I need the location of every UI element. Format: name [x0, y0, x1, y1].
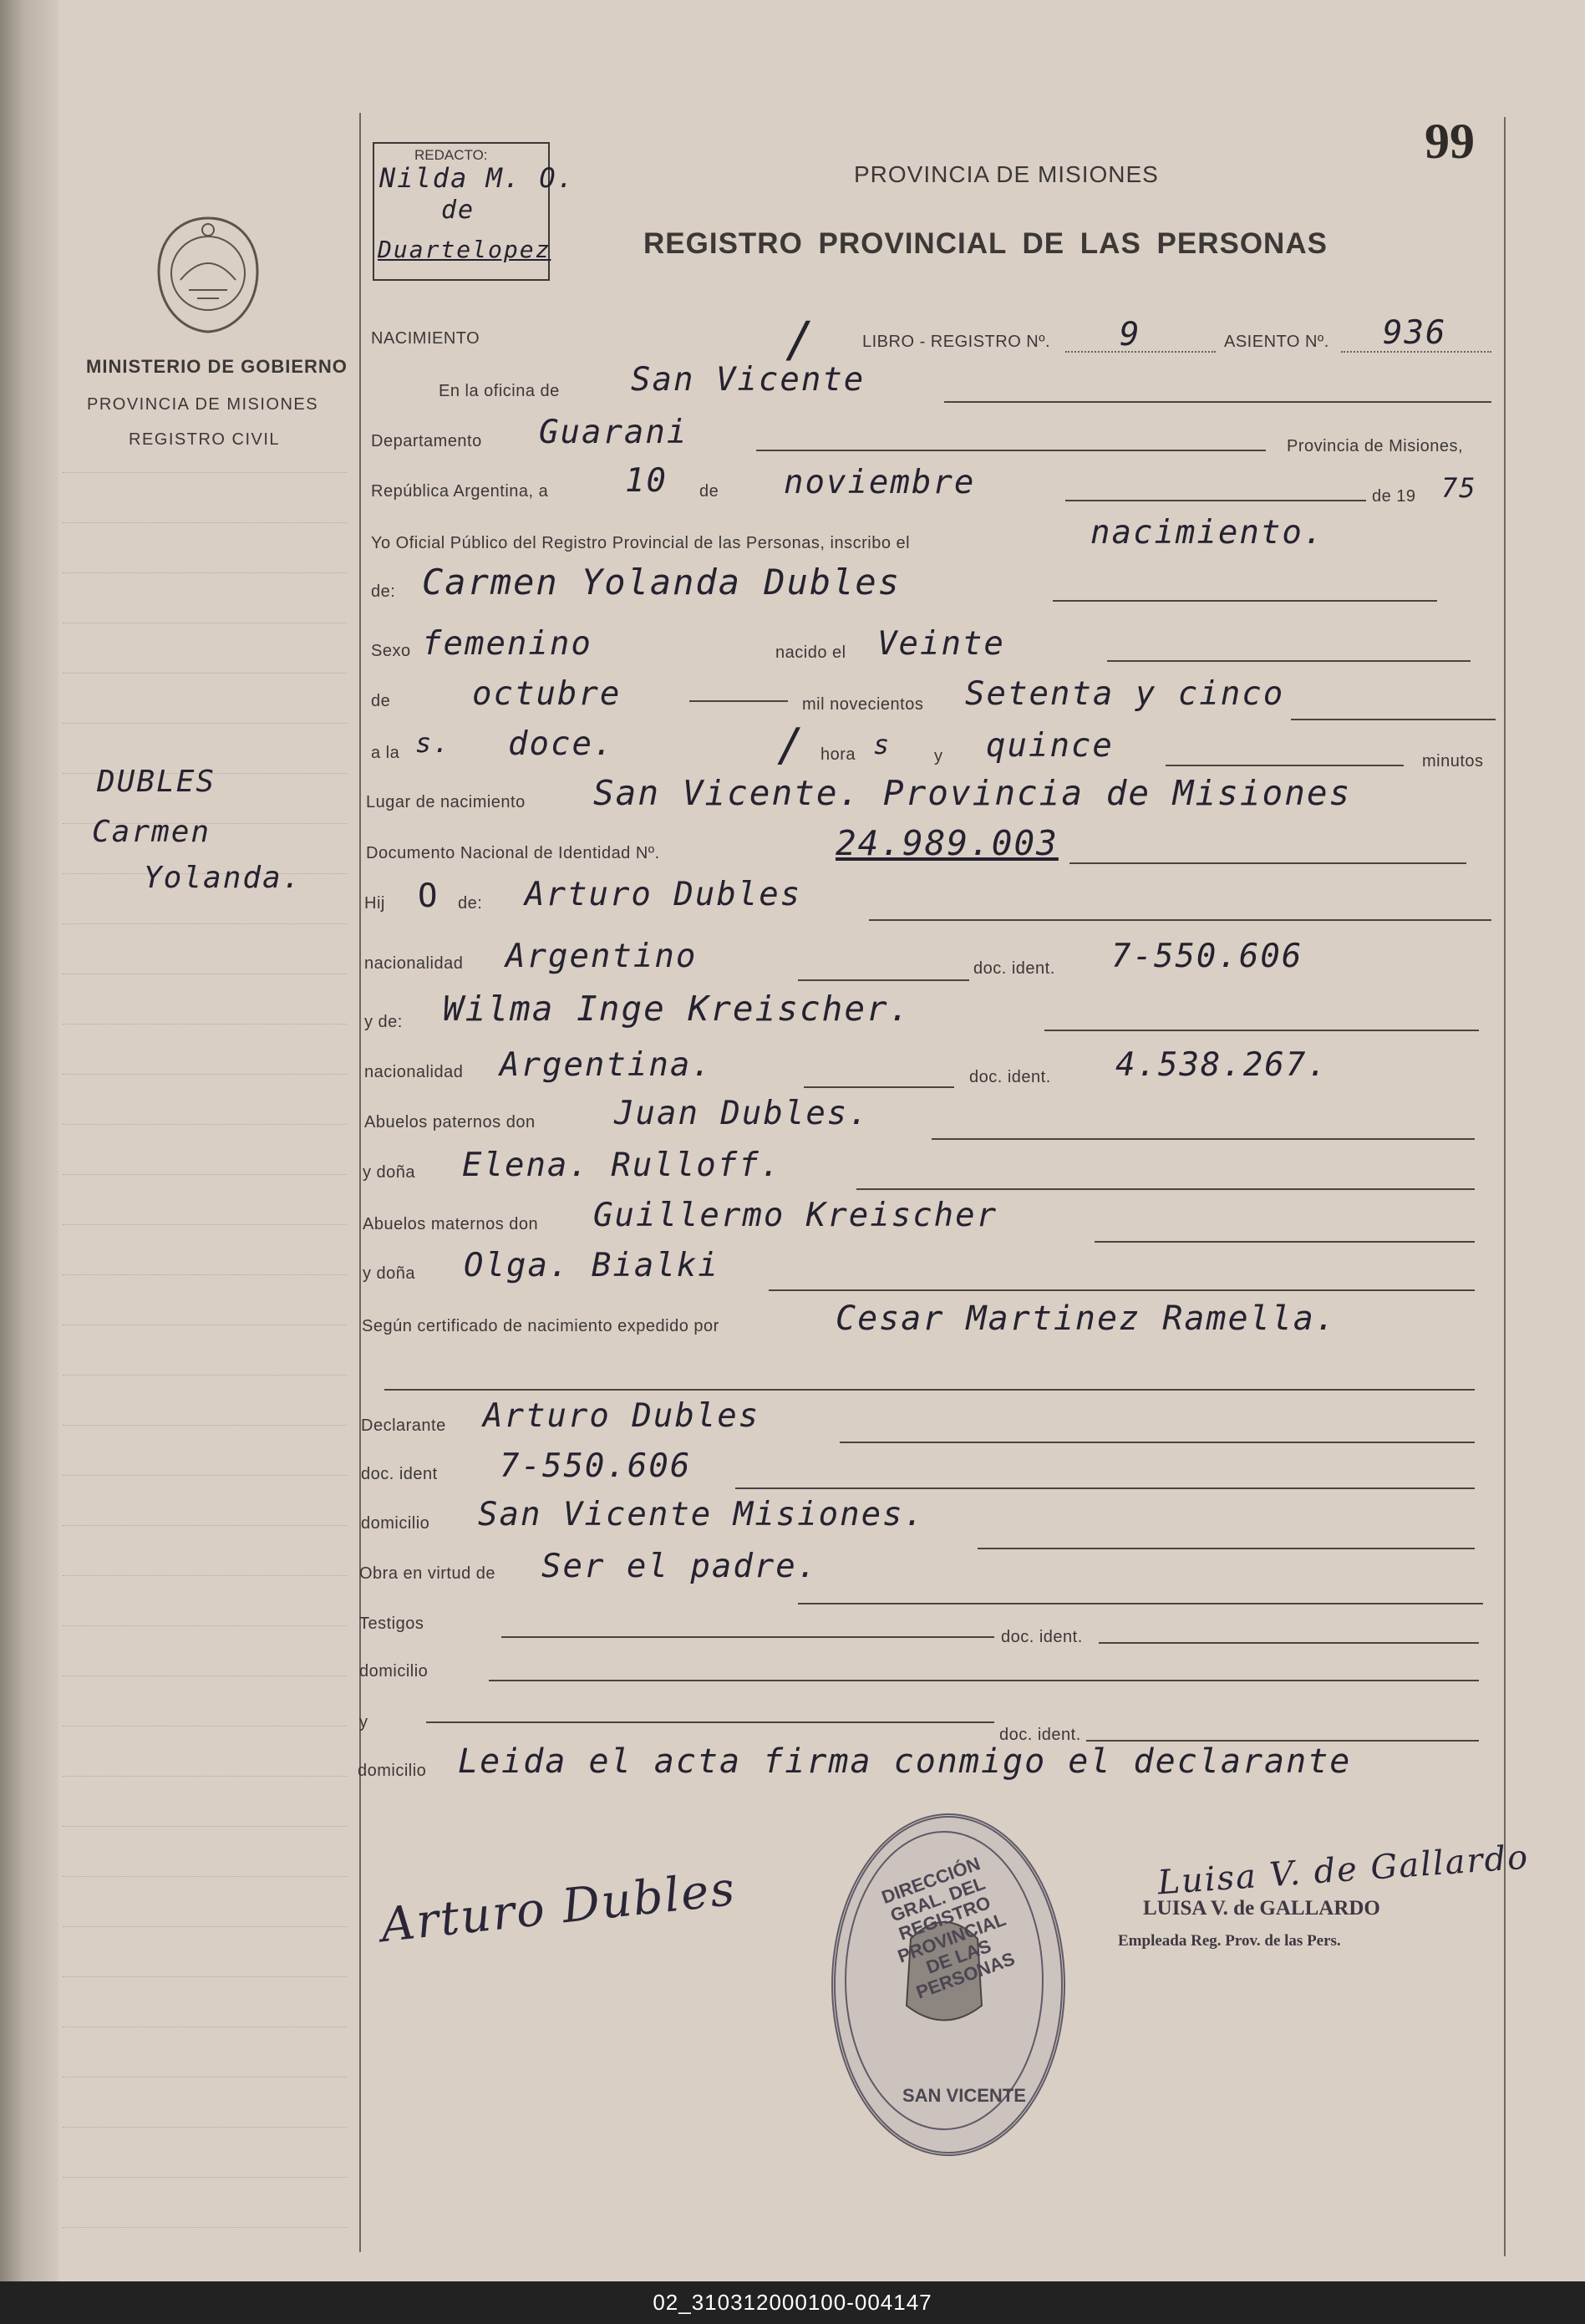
y-label: y [934, 747, 943, 765]
dni-label: Documento Nacional de Identidad Nº. [366, 844, 660, 862]
redacto-label: REDACTO: [414, 147, 488, 163]
anio-label: de 19 [1372, 487, 1416, 506]
mes-value: noviembre [784, 464, 976, 501]
hora-value: doce. [508, 725, 615, 763]
nacimiento-mark: / [785, 311, 816, 368]
page-number: 99 [1425, 114, 1475, 169]
abuelos-mat-label: Abuelos maternos don [363, 1215, 539, 1233]
nacido-value: Veinte [877, 625, 1005, 663]
libro-value: 9 [1120, 316, 1141, 353]
right-margin-rule [1504, 117, 1506, 2256]
certificado-value: Cesar Martinez Ramella. [836, 1299, 1337, 1338]
registry-seal [831, 1813, 1065, 2156]
de-label: de [699, 482, 719, 501]
anio-value: 75 [1441, 472, 1477, 504]
mes-nac-value: octubre [472, 675, 622, 713]
padre-docident-label: doc. ident. [973, 959, 1055, 978]
republica-label: República Argentina, a [371, 482, 549, 501]
testigo-domicilio-label: domicilio [359, 1662, 429, 1681]
officer-signature: Luisa V. de Gallardo [1156, 1838, 1531, 1903]
obra-label: Obra en virtud de [359, 1564, 496, 1583]
oficina-label: En la oficina de [439, 382, 560, 400]
redacto-name-3: Duartelopez [378, 236, 551, 263]
madre-yde-label: y de: [364, 1013, 403, 1031]
asiento-value: 936 [1383, 314, 1447, 352]
declarante-doc-value: 7-550.606 [500, 1447, 692, 1485]
mil-novecientos-label: mil novecientos [802, 695, 924, 714]
madre-doc-value: 4.538.267. [1115, 1046, 1328, 1084]
abuela-mat-ydona-label: y doña [363, 1264, 416, 1283]
margin-note-first-name: Carmen [92, 815, 211, 849]
testigos-label: Testigos [359, 1615, 424, 1633]
madre-value: Wilma Inge Kreischer. [443, 989, 912, 1029]
testigo2-domicilio-label: domicilio [358, 1762, 427, 1780]
nombre-value: Carmen Yolanda Dubles [422, 562, 902, 603]
lugar-label: Lugar de nacimiento [366, 793, 526, 811]
margin-note-surname: DUBLES [97, 765, 216, 799]
madre-nac-value: Argentina. [500, 1046, 713, 1084]
ala-label: a la [371, 744, 400, 762]
padre-nac-label: nacionalidad [364, 954, 464, 973]
hijo-label: Hij [364, 894, 385, 913]
horas-label: hora [820, 745, 856, 764]
declarante-signature: Arturo Dubles [378, 1861, 739, 1954]
minutos-value: quince [986, 727, 1114, 765]
oficina-value: San Vicente [631, 361, 866, 399]
coat-of-arms-icon [147, 213, 269, 337]
redacto-name-1: Nilda M. O. [379, 162, 575, 194]
left-margin-rule [359, 113, 361, 2252]
departamento-label: Departamento [371, 432, 482, 450]
certificado-label: Según certificado de nacimiento expedido por [362, 1317, 719, 1335]
lugar-value: San Vicente. Provincia de Misiones [593, 773, 1352, 813]
padre-value: Arturo Dubles [525, 876, 802, 913]
madre-docident-label: doc. ident. [969, 1068, 1051, 1086]
domicilio-value: San Vicente Misiones. [478, 1496, 926, 1533]
domicilio-label: domicilio [361, 1514, 430, 1533]
leida-value: Leida el acta firma conmigo el declarante [458, 1742, 1352, 1781]
libro-label: LIBRO - REGISTRO Nº. [862, 333, 1051, 351]
header-title: REGISTRO PROVINCIAL DE LAS PERSONAS [643, 227, 1328, 260]
officer-stamp-name: LUISA V. de GALLARDO [1143, 1897, 1380, 1920]
record-page: 99 REDACTO: Nilda M. O. de Duartelopez PROVINCIA DE MISIONES REGISTRO PROVINCIAL DE LAS PERSONAS MINISTERIO DE GOBIERNO PROVINCIA DE MISIONES REGISTRO CIVIL DUBLES Carmen Yolanda. NACIMIENTO / LIBRO - REGISTRO Nº. 9 ASIENTO Nº. 936 En la oficina de San Vicente Departamento Guarani Provincia de Misiones, República Argentina, a 10 de noviembre de 19 75 Yo Oficial Público del Registro Provincial de las Personas, inscribo el nacimiento. de: Carmen Yolanda Dubles Sexo femenino nacido el Veinte de octubre mil novecientos Setenta y cinco a la s. doce. / hora s y quince minutos Lugar de nacimiento San Vicente. Provincia de Misiones Documento Nacional de Identidad Nº. 24.989.003 Hij O de: Arturo Dubles nacionalidad Argentino doc. ident. 7-550.606 y de: Wilma Inge Kreischer. nacionalidad Argentina. doc. ident. 4.538.267. Abuelos paternos don Juan Dubles. y doña Elena. Rulloff. Abuelos maternos don Guillermo Kreischer y doña Olga. Bialki Según certificado de nacimiento expedido por Cesar Martinez Ramella. Declarante Arturo Dubles doc. ident 7-550.606 domicilio San Vicente Misiones. Obra en virtud de Ser el padre. Testigos doc. ident. domicilio y doc. ident. domicilio Leida el acta firma conmigo el declarante Arturo Dubles DIRECCIÓN GRAL. DEL REGISTRO PROVINCIAL DE LAS PERSONAS SAN VICENTE Luisa V. de Gallardo LUISA V. de GALLARDO Empleada Reg. Prov. de las Pers. [0, 0, 1585, 2281]
asiento-label: ASIENTO Nº. [1224, 333, 1329, 351]
sexo-value: femenino [422, 625, 592, 663]
testigo2-docident-label: doc. ident. [999, 1726, 1081, 1744]
madre-nac-label: nacionalidad [364, 1063, 464, 1081]
sexo-label: Sexo [371, 642, 411, 660]
padre-nac-value: Argentino [505, 938, 698, 975]
departamento-value: Guarani [539, 414, 688, 451]
provincia-label: Provincia de Misiones, [1287, 437, 1464, 455]
footer-filename: 02_310312000100-004147 [653, 2290, 932, 2315]
abuela-pat-ydona-label: y doña [363, 1163, 416, 1182]
ministry-province: PROVINCIA DE MISIONES [87, 395, 319, 414]
seal-place: SAN VICENTE [902, 2085, 1026, 2106]
inscribo-value: nacimiento. [1090, 514, 1325, 552]
declarante-label: Declarante [361, 1416, 446, 1435]
hijo-de-label: de: [458, 894, 483, 913]
declarante-docident-label: doc. ident [361, 1465, 438, 1483]
nacimiento-label: NACIMIENTO [371, 329, 480, 348]
oficial-label: Yo Oficial Público del Registro Provincial de las Personas, inscribo el [371, 534, 911, 552]
ministry-label: MINISTERIO DE GOBIERNO [86, 356, 348, 377]
hijo-o: O [418, 877, 439, 915]
declarante-value: Arturo Dubles [483, 1397, 760, 1435]
nombre-de-label: de: [371, 582, 396, 601]
horas-s: s [873, 729, 892, 760]
obra-value: Ser el padre. [541, 1548, 819, 1585]
officer-stamp-title: Empleada Reg. Prov. de las Pers. [1118, 1932, 1341, 1950]
testigo-docident-label: doc. ident. [1001, 1628, 1083, 1646]
header-province: PROVINCIA DE MISIONES [854, 161, 1159, 187]
padre-doc-value: 7-550.606 [1111, 938, 1303, 975]
abuela-mat-value: Olga. Bialki [464, 1247, 719, 1284]
mes-nac-de-label: de [371, 692, 391, 710]
abuelo-mat-value: Guillermo Kreischer [593, 1197, 998, 1234]
footer-bar [0, 2281, 1585, 2324]
ala-s: s. [415, 727, 451, 759]
dia-value: 10 [625, 462, 668, 500]
abuela-pat-value: Elena. Rulloff. [462, 1147, 782, 1184]
minutos-label: minutos [1422, 752, 1484, 770]
redacto-name-2: de [441, 196, 475, 225]
anio-nac-value: Setenta y cinco [965, 675, 1285, 713]
margin-note-middle-name: Yolanda. [144, 861, 302, 895]
seal-text: DIRECCIÓN GRAL. DEL REGISTRO PROVINCIAL DE LAS PERSONAS [878, 1853, 1018, 2003]
nacido-label: nacido el [775, 643, 846, 662]
registro-civil-label: REGISTRO CIVIL [129, 430, 281, 449]
abuelo-pat-value: Juan Dubles. [614, 1095, 870, 1132]
testigo2-y-label: y [359, 1713, 368, 1732]
binding-edge [0, 0, 58, 2281]
redacto-box [373, 142, 575, 281]
abuelos-pat-label: Abuelos paternos don [364, 1113, 536, 1131]
dni-value: 24.989.003 [836, 823, 1059, 863]
